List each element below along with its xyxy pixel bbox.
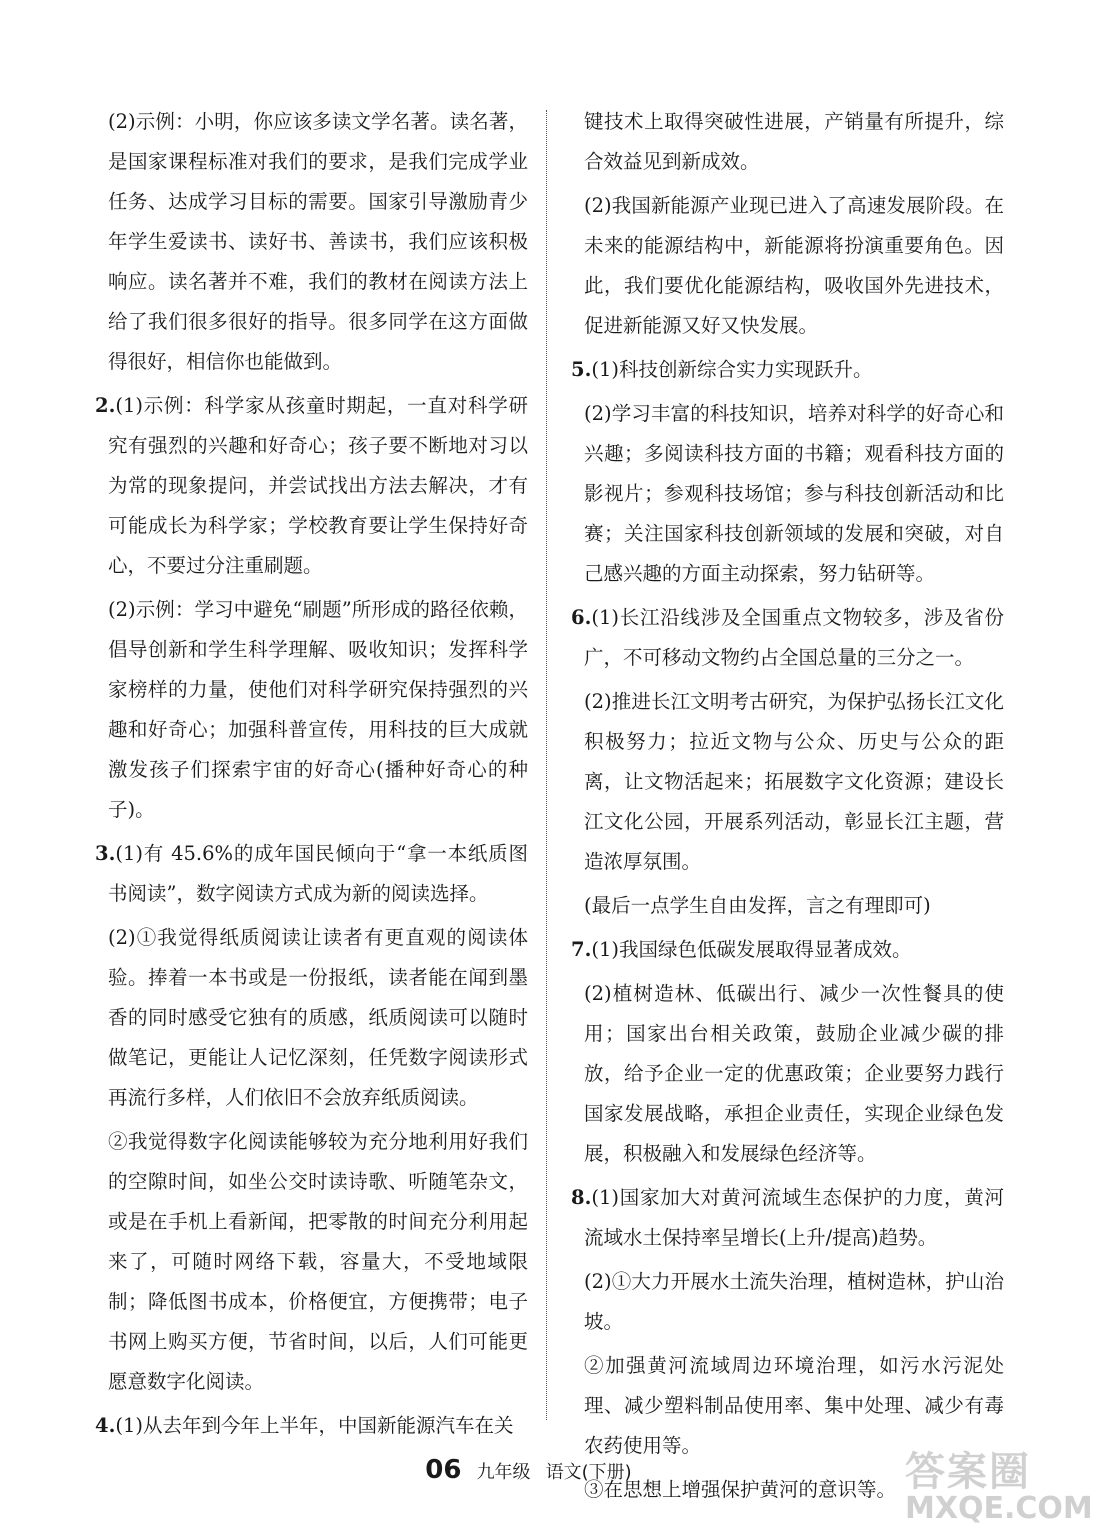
watermark-cn: 答案圈 bbox=[905, 1449, 1031, 1495]
question-number-4: 4. bbox=[95, 1414, 116, 1437]
answer-2-1-text: (1)示例：科学家从孩童时期起，一直对科学研究有强烈的兴趣和好奇心；孩子要不断地对习以为常的现象提问，并尝试找出方法去解决，才有可能成长为科学家；学校教育要让学生保持好奇心，不要过分注重刷题。 bbox=[108, 394, 528, 577]
answer-8-1-text: (1)国家加大对黄河流域生态保护的力度，黄河流域水土保持率呈增长(上升/提高)趋势。 bbox=[584, 1186, 1004, 1249]
answer-5-1-text: (1)科技创新综合实力实现跃升。 bbox=[591, 358, 873, 381]
answer-3-2b: ②我觉得数字化阅读能够较为充分地利用好我们的空隙时间，如坐公交时读诗歌、听随笔杂文，或是在手机上看新闻，把零散的时间充分利用起来了，可随时网络下载，容量大，不受地域限制；降低图书成本，价格便宜，方便携带；电子书网上购买方便，节省时间，以后，人们可能更愿意数字化阅读。 bbox=[108, 1130, 528, 1393]
answer-3-2a: (2)①我觉得纸质阅读让读者有更直观的阅读体验。捧着一本书或是一份报纸，读者能在闻到墨香的同时感受它独有的质感，纸质阅读可以随时做笔记，更能让人记忆深刻，任凭数字阅读形式再流行多样，人们依旧不会放弃纸质阅读。 bbox=[108, 926, 528, 1109]
question-number-6: 6. bbox=[571, 606, 592, 629]
answer-8-2a: (2)①大力开展水土流失治理，植树造林，护山治坡。 bbox=[584, 1270, 1004, 1333]
right-column bbox=[571, 102, 1004, 1514]
answer-2-2: (2)示例：学习中避免“刷题”所形成的路径依赖，倡导创新和学生科学理解、吸收知识；发挥科学家榜样的力量，使他们对科学研究保持强烈的兴趣和好奇心；加强科普宣传，用科技的巨大成就激发孩子们探索宇宙的好奇心(播种好奇心的种子)。 bbox=[108, 598, 528, 821]
question-number-3: 3. bbox=[95, 842, 116, 865]
answer-8-1 bbox=[571, 1178, 1004, 1258]
answer-2-1 bbox=[95, 386, 528, 586]
answer-5-2: (2)学习丰富的科技知识，培养对科学的好奇心和兴趣；多阅读科技方面的书籍；观看科技方面的影视片；参观科技场馆；参与科技创新活动和比赛；关注国家科技创新领域的发展和突破，对自己感兴趣的方面主动探索，努力钻研等。 bbox=[584, 402, 1004, 585]
watermark-en: MXQE.COM bbox=[905, 1491, 1093, 1526]
answer-6-1-text: (1)长江沿线涉及全国重点文物较多，涉及省份广，不可移动文物约占全国总量的三分之一。 bbox=[584, 606, 1004, 669]
subject-label: 语文(下册) bbox=[545, 1462, 632, 1483]
answer-6-2: (2)推进长江文明考古研究，为保护弘扬长江文化积极努力；拉近文物与公众、历史与公众的距离，让文物活起来；拓展数字文化资源；建设长江文化公园，开展系列活动，彰显长江主题，营造浓厚氛围。 bbox=[584, 690, 1004, 873]
answer-4-1-continued: 键技术上取得突破性进展，产销量有所提升，综合效益见到新成效。 bbox=[584, 110, 1004, 173]
answer-5-1 bbox=[571, 350, 1004, 390]
column-divider bbox=[546, 110, 547, 1420]
question-number-5: 5. bbox=[571, 358, 592, 381]
answer-4-1-text: (1)从去年到今年上半年，中国新能源汽车在关 bbox=[115, 1414, 514, 1437]
page-number: 06 bbox=[425, 1455, 462, 1485]
answer-7-1 bbox=[571, 930, 1004, 970]
grade-label: 九年级 bbox=[476, 1462, 531, 1483]
answer-6-1 bbox=[571, 598, 1004, 678]
answer-7-2: (2)植树造林、低碳出行、减少一次性餐具的使用；国家出台相关政策，鼓励企业减少碳的排放，给予企业一定的优惠政策；企业要努力践行国家发展战略，承担企业责任，实现企业绿色发展，积极融入和发展绿色经济等。 bbox=[584, 982, 1004, 1165]
answer-8-2b: ②加强黄河流域周边环境治理，如污水污泥处理、减少塑料制品使用率、集中处理、减少有毒农药使用等。 bbox=[584, 1354, 1004, 1457]
answer-4-1 bbox=[95, 1406, 528, 1446]
left-column bbox=[95, 102, 528, 1450]
question-number-7: 7. bbox=[571, 938, 592, 961]
answer-1-2: (2)示例：小明，你应该多读文学名著。读名著，是国家课程标准对我们的要求，是我们完成学业任务、达成学习目标的需要。国家引导激励青少年学生爱读书、读好书、善读书，我们应该积极响应。读名著并不难，我们的教材在阅读方法上给了我们很多很好的指导。很多同学在这方面做得很好，相信你也能做到。 bbox=[108, 110, 528, 373]
watermark-logo bbox=[905, 1440, 1093, 1530]
question-number-8: 8. bbox=[571, 1186, 592, 1209]
answer-4-2: (2)我国新能源产业现已进入了高速发展阶段。在未来的能源结构中，新能源将扮演重要角色。因此，我们要优化能源结构，吸收国外先进技术，促进新能源又好又快发展。 bbox=[584, 194, 1004, 337]
answer-6-note: (最后一点学生自由发挥，言之有理即可) bbox=[584, 894, 931, 917]
answer-3-1 bbox=[95, 834, 528, 914]
question-number-2: 2. bbox=[95, 394, 116, 417]
answer-3-1-text: (1)有 45.6%的成年国民倾向于“拿一本纸质图书阅读”，数字阅读方式成为新的阅读选择。 bbox=[108, 842, 528, 905]
answer-8-2c: ③在思想上增强保护黄河的意识等。 bbox=[584, 1478, 897, 1501]
answer-7-1-text: (1)我国绿色低碳发展取得显著成效。 bbox=[591, 938, 912, 961]
